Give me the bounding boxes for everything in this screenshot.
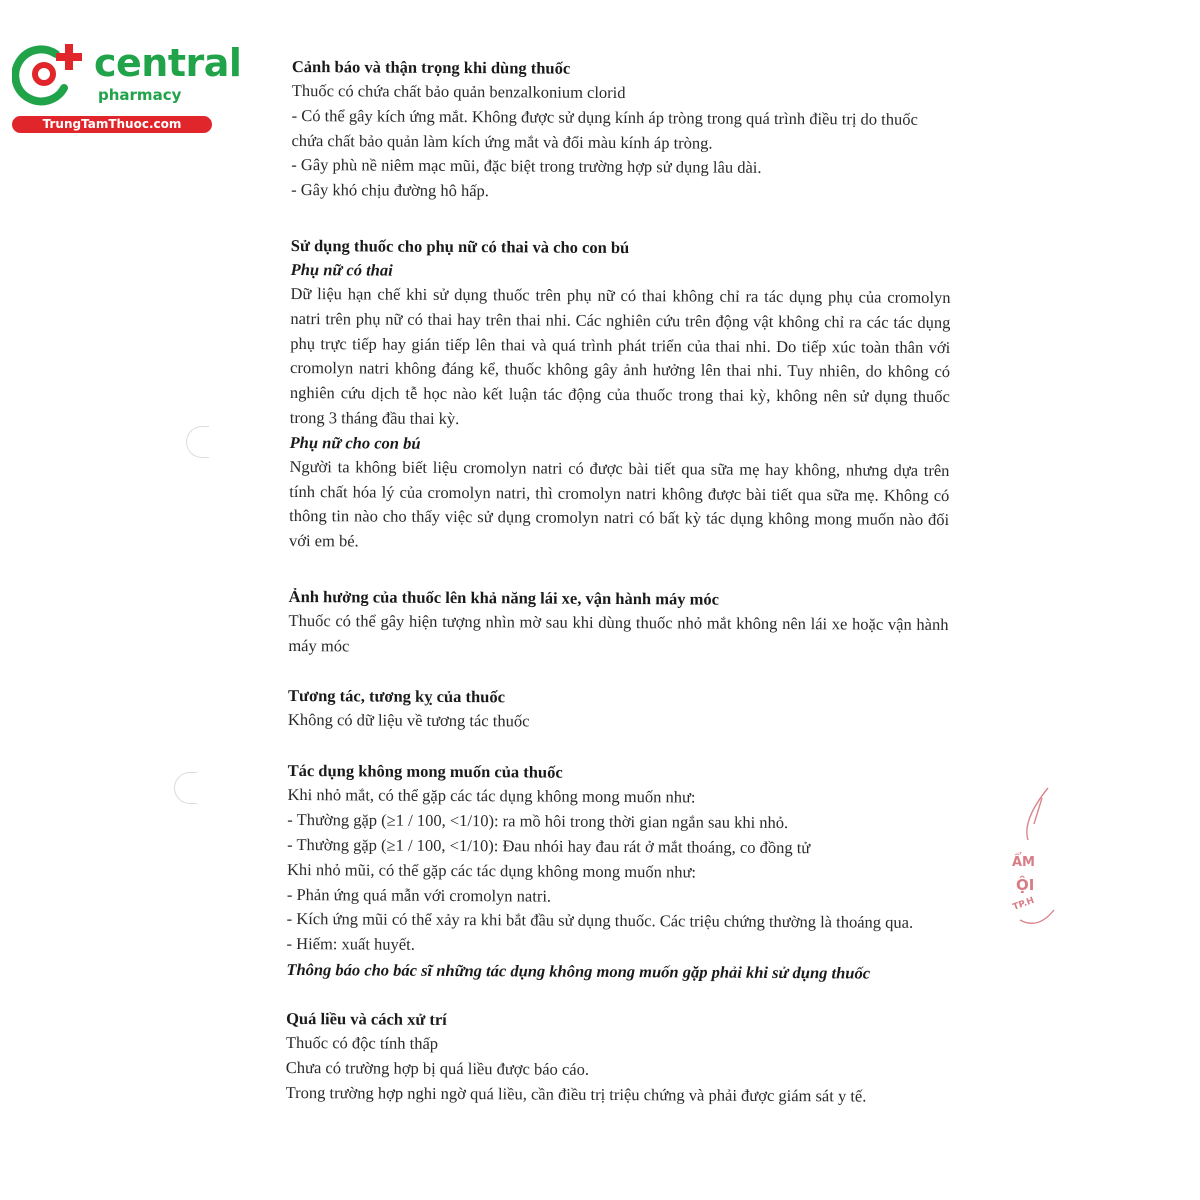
- text-line: - Thường gặp (≥1 / 100, <1/10): Đau nhói hay đau rát ở mắt thoáng, co đồng tử: [287, 834, 811, 858]
- partial-stamp: [1008, 780, 1058, 940]
- central-pharmacy-logo: [8, 36, 242, 136]
- text-line: - Có thể gây kích ứng mắt. Không được sử dụng kính áp tròng trong quá trình điều trị do thuốc chứa chất bảo quản làm kích ứng mắt và đổi màu kính áp tròng.: [291, 105, 918, 153]
- section-driving: [288, 584, 948, 663]
- text-line: Trong trường hợp nghi ngờ quá liều, cần điều trị triệu chứng và phải được giám sát y tế.: [285, 1082, 867, 1106]
- section-heading: Quá liều và cách xử trí: [286, 1008, 447, 1029]
- section-adverse-effects: [286, 758, 947, 986]
- section-warnings: [291, 54, 952, 207]
- stamp-fragment: TP.H: [1011, 895, 1036, 913]
- text-line: Khi nhỏ mắt, có thể gặp các tác dụng không mong muốn như:: [287, 785, 696, 807]
- subsection-heading: Phụ nữ có thai: [290, 259, 393, 280]
- text-line: Thuốc có độc tính thấp: [285, 1032, 439, 1053]
- doctor-notice: Thông báo cho bác sĩ những tác dụng không mong muốn gặp phải khi sử dụng thuốc: [286, 959, 871, 983]
- text-line: Khi nhỏ mũi, có thể gặp các tác dụng không mong muốn như:: [286, 859, 697, 882]
- text-line: Chưa có trường hợp bị quá liều được báo cáo.: [285, 1057, 590, 1079]
- text-line: - Thường gặp (≥1 / 100, <1/10): ra mồ hôi trong thời gian ngắn sau khi nhỏ.: [287, 810, 789, 833]
- website-badge: TrungTamThuoc.com: [12, 116, 212, 133]
- section-interactions: [288, 683, 948, 737]
- brand-tagline: pharmacy: [98, 86, 182, 104]
- document-body: [285, 54, 952, 1135]
- section-heading: Cảnh báo và thận trọng khi dùng thuốc: [291, 56, 571, 78]
- section-heading: Tương tác, tương kỵ của thuốc: [288, 685, 505, 706]
- text-line: - Gây phù nề niêm mạc mũi, đặc biệt trong trường hợp sử dụng lâu dài.: [291, 155, 762, 178]
- text-line: - Hiếm: xuất huyết.: [286, 934, 415, 954]
- punch-hole-mark: [174, 772, 197, 804]
- paragraph: Người ta không biết liệu cromolyn natri có được bài tiết qua sữa mẹ hay không, nhưng dựa trên tính chất hóa lý của cromolyn natri, thì cromolyn natri không được bài tiết qua sữa mẹ. Không có thông tin nào cho thấy việc sử dụng cromolyn natri có bất kỳ tác dụng không mong muốn nào đối với em bé.: [288, 456, 950, 551]
- paragraph: Thuốc có thể gây hiện tượng nhìn mờ sau khi dùng thuốc nhỏ mắt không nên lái xe hoặc vận hành máy móc: [288, 610, 949, 656]
- section-overdose: [286, 1006, 947, 1109]
- text-line: - Phản ứng quá mẫn với cromolyn natri.: [286, 884, 552, 906]
- section-heading: Tác dụng không mong muốn của thuốc: [287, 761, 563, 783]
- section-heading: Ảnh hưởng của thuốc lên khả năng lái xe, vận hành máy móc: [288, 586, 720, 609]
- paragraph: Không có dữ liệu về tương tác thuốc: [287, 709, 530, 731]
- text-line: Thuốc có chứa chất bảo quản benzalkonium clorid: [291, 80, 626, 103]
- section-pregnancy-lactation: [289, 233, 951, 558]
- stamp-fragment: ỘI: [1016, 876, 1035, 894]
- brand-name: central: [94, 41, 242, 85]
- text-line: - Gây khó chịu đường hô hấp.: [291, 180, 489, 201]
- paragraph: Dữ liệu hạn chế khi sử dụng thuốc trên phụ nữ có thai không chỉ ra tác dụng phụ của cromolyn natri trên phụ nữ có thai hay trên thai nhi. Các nghiên cứu trên động vật không chỉ ra các tác dụng phụ trực tiếp hay gián tiếp lên thai và quá trình phát triển của thai nhi. Do tiếp xúc toàn thân với cromolyn natri không đáng kể, thuốc không gây ảnh hưởng lên thai nhi. Tuy nhiên, do không có nghiên cứu dịch tễ học nào kết luận tác động của thuốc trong thai kỳ, không nên sử dụng thuốc trong 3 tháng đầu thai kỳ.: [289, 283, 951, 428]
- subsection-heading: Phụ nữ cho con bú: [289, 432, 421, 453]
- section-heading: Sử dụng thuốc cho phụ nữ có thai và cho con bú: [290, 235, 630, 258]
- pharmacy-cross-icon: [12, 40, 88, 106]
- punch-hole-mark: [186, 426, 209, 458]
- stamp-fragment: ẨM: [1012, 855, 1035, 870]
- text-line: - Kích ứng mũi có thể xảy ra khi bắt đầu sử dụng thuốc. Các triệu chứng thường là thoáng qua.: [286, 909, 914, 933]
